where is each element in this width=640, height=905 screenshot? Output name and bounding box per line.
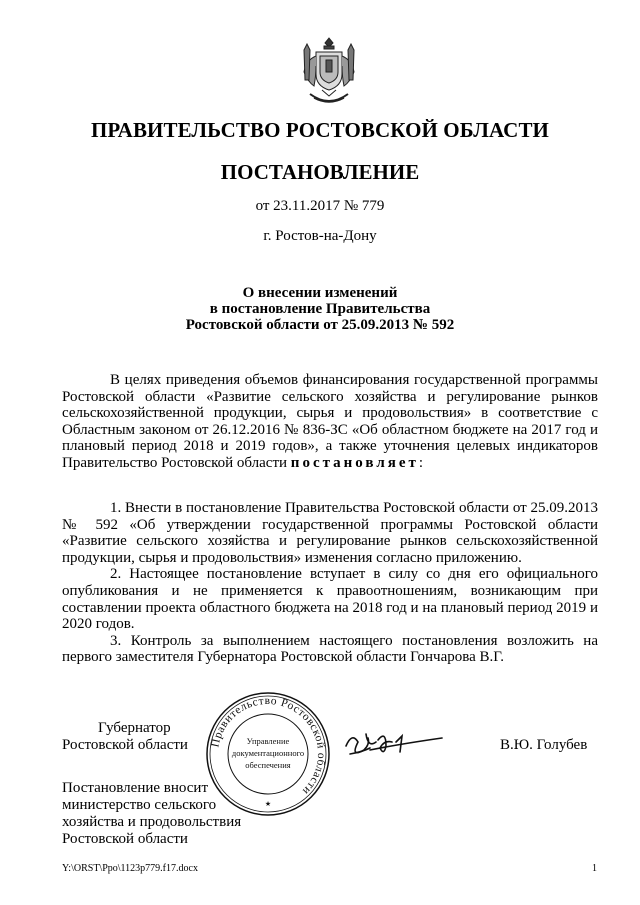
stamp-inner-line-2: документационного — [231, 748, 305, 758]
stamp-star-icon: ★ — [264, 800, 272, 808]
decree-item-2: 2. Настоящее постановление вступает в силу со дня его официального опубликования и не применяется к правоотношениям, возникающим при составлении проекта областного бюджета на 2018 год и на плановый период 2019 и 2020 годов. — [62, 566, 598, 633]
page-number: 1 — [592, 863, 597, 874]
footer-file-path: Y:\ORST\Ppo\1123p779.f17.docx — [62, 863, 198, 874]
submitter-line-2: министерство сельского — [62, 797, 217, 813]
decree-item-3: 3. Контроль за выполнением настоящего постановления возложить на первого заместителя Губернатора Ростовской области Гончарова В.Г. — [62, 632, 598, 666]
handwritten-signature — [340, 724, 450, 770]
decree-word: постановляет — [290, 454, 419, 471]
signatory-title — [62, 720, 222, 754]
signer-name: В.Ю. Голубев — [500, 737, 588, 753]
subject-line-3: Ростовской области от 25.09.2013 № 592 — [185, 317, 455, 333]
subject-line-1: О внесении изменений — [242, 285, 398, 301]
signatory-title-line-1: Губернатор — [98, 720, 171, 736]
subject-line-2: в постановление Правительства — [209, 301, 431, 317]
intro-text: В целях приведения объемов финансирования государственной программы Ростовской области «Развитие сельского хозяйства и регулирование рынков сельскохозяйственной продукции, сырья и продовольствия» в соответствие с Областным законом от 26.12.2016 № 836-ЗС «Об областном бюджете на 2017 год и плановый период 2018 и 2019 годов», а также уточнения целевых индикаторов Правительство Ростовской области — [62, 372, 598, 471]
decree-items — [62, 500, 598, 666]
submitter-line-1: Постановление вносит — [62, 780, 209, 796]
coat-of-arms-icon — [296, 36, 362, 110]
submitter-line-4: Ростовской области — [62, 831, 188, 847]
document-city: г. Ростов-на-Дону — [263, 228, 377, 244]
stamp-inner-line-3: обеспечения — [245, 760, 291, 770]
stamp-ring-text: Правительство Ростовской области — [209, 694, 328, 798]
intro-paragraph — [62, 372, 598, 472]
signatory-title-line-2: Ростовской области — [62, 737, 188, 753]
document-subject — [0, 285, 640, 333]
document-date-number: от 23.11.2017 № 779 — [255, 198, 385, 214]
decree-item-1: 1. Внести в постановление Правительства Ростовской области от 25.09.2013 № 592 «Об утверждении государственной программы Ростовской области «Развитие сельского хозяйства и регулирование рынков сельскохозяйственной продукции, сырья и продовольствия» изменения согласно приложению. — [62, 500, 598, 566]
submitter-block — [62, 780, 262, 848]
organization-title: ПРАВИТЕЛЬСТВО РОСТОВСКОЙ ОБЛАСТИ — [91, 118, 549, 142]
submitter-line-3: хозяйства и продовольствия — [62, 814, 242, 830]
document-type: ПОСТАНОВЛЕНИЕ — [220, 160, 420, 184]
decree-colon: : — [418, 454, 424, 471]
stamp-inner-line-1: Управление — [246, 736, 290, 746]
